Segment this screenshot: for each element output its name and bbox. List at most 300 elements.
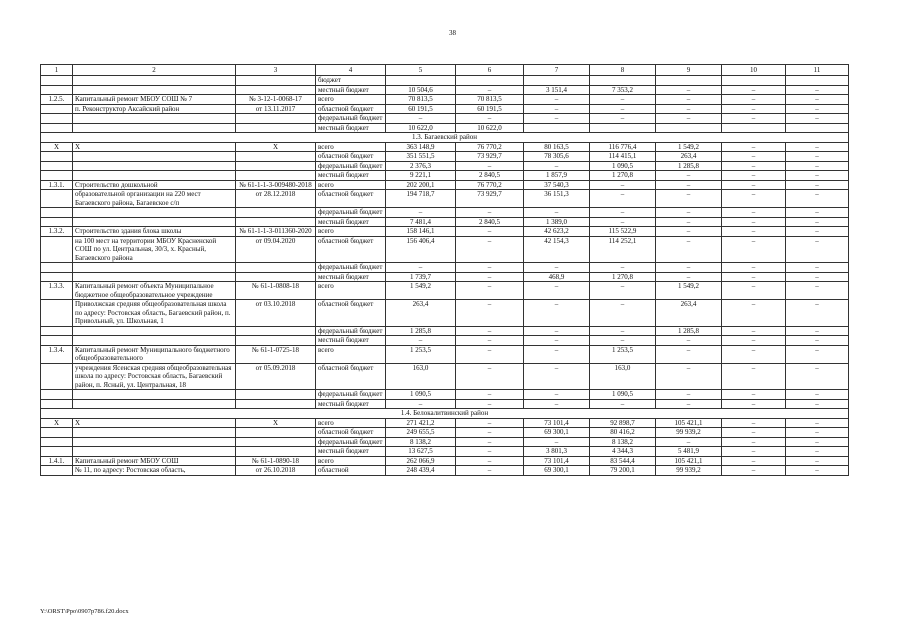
document-cell: № 61-1-0725-18 — [236, 345, 316, 363]
amount-cell: 2 840,5 — [456, 171, 524, 181]
amount-cell: – — [656, 227, 722, 237]
amount-cell: – — [456, 456, 524, 466]
object-name-cell — [73, 437, 236, 447]
amount-cell: – — [524, 390, 590, 400]
funding-source-cell: всего — [316, 282, 386, 300]
table-row — [41, 418, 849, 428]
amount-cell: 351 551,5 — [386, 152, 456, 162]
amount-cell: 1 285,8 — [656, 161, 722, 171]
item-number-cell — [41, 171, 73, 181]
amount-cell: – — [786, 456, 849, 466]
table-row — [41, 152, 849, 162]
document-cell: от 05.09.2018 — [236, 363, 316, 390]
table-body — [41, 65, 849, 476]
amount-cell: – — [722, 456, 786, 466]
section-title: 1.4. Белокалитвинский район — [41, 409, 849, 419]
amount-cell: 194 718,7 — [386, 190, 456, 208]
table-row — [41, 272, 849, 282]
amount-cell: – — [786, 152, 849, 162]
header-cell: 2 — [73, 65, 236, 76]
funding-source-cell: всего — [316, 95, 386, 105]
amount-cell: 69 300,1 — [524, 428, 590, 438]
table-row — [41, 336, 849, 346]
table-row — [41, 123, 849, 133]
amount-cell: 263,4 — [656, 152, 722, 162]
amount-cell: – — [656, 114, 722, 124]
amount-cell: – — [722, 263, 786, 273]
document-cell — [236, 390, 316, 400]
table-row — [41, 227, 849, 237]
document-cell — [236, 326, 316, 336]
amount-cell: 1 549,2 — [386, 282, 456, 300]
amount-cell — [786, 76, 849, 86]
amount-cell: 73 101,4 — [524, 418, 590, 428]
funding-source-cell: областной бюджет — [316, 300, 386, 327]
funding-source-cell: областной бюджет — [316, 236, 386, 263]
amount-cell: 271 421,2 — [386, 418, 456, 428]
document-cell: № 61-1-1-3-009480-2018 — [236, 180, 316, 190]
funding-source-cell: федеральный бюджет — [316, 437, 386, 447]
item-number-cell: X — [41, 418, 73, 428]
amount-cell: 13 627,5 — [386, 447, 456, 457]
document-cell — [236, 263, 316, 273]
amount-cell: – — [386, 208, 456, 218]
header-cell: 9 — [656, 65, 722, 76]
table-row — [41, 180, 849, 190]
document-cell: X — [236, 418, 316, 428]
amount-cell: – — [786, 363, 849, 390]
amount-cell: – — [786, 227, 849, 237]
amount-cell: – — [456, 272, 524, 282]
funding-source-cell: всего — [316, 180, 386, 190]
amount-cell: 1 270,8 — [590, 272, 656, 282]
amount-cell — [456, 76, 524, 86]
amount-cell: – — [456, 447, 524, 457]
amount-cell: 60 191,5 — [386, 104, 456, 114]
amount-cell: 156 406,4 — [386, 236, 456, 263]
document-cell: X — [236, 142, 316, 152]
amount-cell: – — [786, 263, 849, 273]
object-name-cell — [73, 152, 236, 162]
document-cell — [236, 152, 316, 162]
amount-cell: – — [386, 263, 456, 273]
amount-cell: – — [786, 236, 849, 263]
amount-cell: 60 191,5 — [456, 104, 524, 114]
item-number-cell — [41, 363, 73, 390]
table-row — [41, 76, 849, 86]
amount-cell: – — [524, 437, 590, 447]
amount-cell: – — [722, 95, 786, 105]
amount-cell: – — [590, 114, 656, 124]
amount-cell: 3 151,4 — [524, 85, 590, 95]
amount-cell: – — [386, 336, 456, 346]
object-name-cell — [73, 85, 236, 95]
amount-cell: – — [722, 152, 786, 162]
amount-cell: – — [590, 208, 656, 218]
header-cell: 11 — [786, 65, 849, 76]
table-row — [41, 466, 849, 476]
funding-source-cell: областной бюджет — [316, 428, 386, 438]
amount-cell: – — [722, 272, 786, 282]
amount-cell: – — [722, 466, 786, 476]
document-cell — [236, 428, 316, 438]
amount-cell — [722, 76, 786, 86]
amount-cell: – — [722, 326, 786, 336]
amount-cell: – — [656, 180, 722, 190]
object-name-cell — [73, 390, 236, 400]
amount-cell: – — [590, 104, 656, 114]
amount-cell: 80 416,2 — [590, 428, 656, 438]
amount-cell: – — [656, 85, 722, 95]
item-number-cell — [41, 326, 73, 336]
document-cell: от 28.12.2018 — [236, 190, 316, 208]
funding-source-cell: федеральный бюджет — [316, 326, 386, 336]
amount-cell: – — [722, 114, 786, 124]
header-cell: 10 — [722, 65, 786, 76]
amount-cell: 115 522,9 — [590, 227, 656, 237]
amount-cell: 1 285,8 — [656, 326, 722, 336]
item-number-cell — [41, 466, 73, 476]
amount-cell: – — [524, 114, 590, 124]
funding-source-cell: всего — [316, 418, 386, 428]
funding-source-cell: федеральный бюджет — [316, 263, 386, 273]
object-name-cell: учреждения Ясенская средняя общеобразовательная школа по адресу: Ростовская область, Багаевский район, п. Ясный, ул. Центральная, 18 — [73, 363, 236, 390]
amount-cell: – — [656, 336, 722, 346]
amount-cell: 5 481,9 — [656, 447, 722, 457]
amount-cell: – — [786, 104, 849, 114]
amount-cell: 163,0 — [386, 363, 456, 390]
section-title: 1.3. Багаевский район — [41, 133, 849, 143]
amount-cell: – — [524, 399, 590, 409]
document-cell — [236, 437, 316, 447]
amount-cell: – — [590, 336, 656, 346]
funding-source-cell: всего — [316, 345, 386, 363]
amount-cell: – — [786, 85, 849, 95]
amount-cell: 42 623,2 — [524, 227, 590, 237]
amount-cell: 1 389,0 — [524, 217, 590, 227]
amount-cell: 263,4 — [656, 300, 722, 327]
item-number-cell: 1.3.1. — [41, 180, 73, 190]
amount-cell: – — [656, 104, 722, 114]
object-name-cell — [73, 123, 236, 133]
amount-cell — [786, 123, 849, 133]
amount-cell: – — [456, 263, 524, 273]
amount-cell: 7 353,2 — [590, 85, 656, 95]
amount-cell: 105 421,1 — [656, 456, 722, 466]
amount-cell: – — [722, 236, 786, 263]
amount-cell: – — [786, 272, 849, 282]
file-path-footer: Y:\ORST\Ppo\0907p786.f20.docx — [40, 608, 129, 615]
header-cell: 4 — [316, 65, 386, 76]
amount-cell: – — [656, 217, 722, 227]
document-cell: № 61-1-0890-18 — [236, 456, 316, 466]
amount-cell: 8 138,2 — [386, 437, 456, 447]
document-cell — [236, 161, 316, 171]
funding-source-cell: местный бюджет — [316, 336, 386, 346]
document-cell — [236, 114, 316, 124]
document-cell — [236, 123, 316, 133]
amount-cell: 1 253,5 — [386, 345, 456, 363]
amount-cell: – — [456, 399, 524, 409]
amount-cell: – — [722, 180, 786, 190]
amount-cell: – — [786, 282, 849, 300]
amount-cell: – — [456, 85, 524, 95]
amount-cell: – — [590, 326, 656, 336]
amount-cell: – — [456, 437, 524, 447]
header-cell: 7 — [524, 65, 590, 76]
item-number-cell — [41, 336, 73, 346]
amount-cell: – — [524, 363, 590, 390]
table-row — [41, 236, 849, 263]
amount-cell: – — [656, 437, 722, 447]
document-cell — [236, 272, 316, 282]
amount-cell: – — [786, 95, 849, 105]
amount-cell: – — [786, 217, 849, 227]
document-cell: от 13.11.2017 — [236, 104, 316, 114]
funding-source-cell: местный бюджет — [316, 171, 386, 181]
item-number-cell — [41, 390, 73, 400]
amount-cell: – — [722, 190, 786, 208]
object-name-cell — [73, 208, 236, 218]
amount-cell — [386, 76, 456, 86]
header-row — [41, 65, 849, 76]
amount-cell: – — [456, 161, 524, 171]
page-number: 38 — [449, 29, 456, 37]
amount-cell: 4 344,3 — [590, 447, 656, 457]
amount-cell — [590, 123, 656, 133]
amount-cell: – — [786, 399, 849, 409]
amount-cell: 8 138,2 — [590, 437, 656, 447]
amount-cell: 1 739,7 — [386, 272, 456, 282]
table-row — [41, 85, 849, 95]
amount-cell: – — [786, 437, 849, 447]
object-name-cell: № 11, по адресу: Ростовская область, — [73, 466, 236, 476]
object-name-cell: Капитальный ремонт Муниципального бюджетного общеобразовательного — [73, 345, 236, 363]
document-cell — [236, 399, 316, 409]
item-number-cell — [41, 123, 73, 133]
amount-cell: – — [590, 282, 656, 300]
amount-cell: – — [590, 263, 656, 273]
budget-table — [40, 64, 849, 476]
amount-cell: 79 200,1 — [590, 466, 656, 476]
amount-cell: – — [786, 161, 849, 171]
amount-cell: – — [524, 208, 590, 218]
funding-source-cell: областной бюджет — [316, 104, 386, 114]
amount-cell: – — [722, 142, 786, 152]
header-cell: 6 — [456, 65, 524, 76]
object-name-cell: Строительство здания блока школы — [73, 227, 236, 237]
amount-cell: – — [786, 447, 849, 457]
amount-cell: – — [456, 236, 524, 263]
amount-cell: – — [786, 190, 849, 208]
amount-cell: – — [590, 190, 656, 208]
amount-cell: 249 655,5 — [386, 428, 456, 438]
amount-cell: 10 504,6 — [386, 85, 456, 95]
funding-source-cell: федеральный бюджет — [316, 114, 386, 124]
funding-source-cell: местный бюджет — [316, 399, 386, 409]
funding-source-cell: областной бюджет — [316, 363, 386, 390]
amount-cell: – — [722, 227, 786, 237]
amount-cell: 1 549,2 — [656, 142, 722, 152]
amount-cell: 76 770,2 — [456, 142, 524, 152]
table-row — [41, 263, 849, 273]
amount-cell — [656, 123, 722, 133]
table-row — [41, 142, 849, 152]
amount-cell: 363 148,9 — [386, 142, 456, 152]
amount-cell: – — [786, 142, 849, 152]
amount-cell: 248 439,4 — [386, 466, 456, 476]
table-row — [41, 428, 849, 438]
amount-cell: – — [722, 300, 786, 327]
amount-cell: – — [456, 326, 524, 336]
item-number-cell — [41, 272, 73, 282]
document-cell: от 09.04.2020 — [236, 236, 316, 263]
funding-source-cell: федеральный бюджет — [316, 161, 386, 171]
item-number-cell — [41, 208, 73, 218]
amount-cell: 1 090,5 — [590, 161, 656, 171]
amount-cell: – — [386, 399, 456, 409]
amount-cell: – — [786, 428, 849, 438]
item-number-cell — [41, 104, 73, 114]
funding-source-cell: местный бюджет — [316, 85, 386, 95]
document-cell — [236, 217, 316, 227]
amount-cell: 2 376,3 — [386, 161, 456, 171]
object-name-cell: на 100 мест на территории МБОУ Красненской СОШ по ул. Центральная, 30/3, х. Красный, Багаевского района — [73, 236, 236, 263]
object-name-cell — [73, 217, 236, 227]
table-row — [41, 326, 849, 336]
amount-cell: – — [722, 447, 786, 457]
amount-cell: 202 200,1 — [386, 180, 456, 190]
amount-cell: 76 770,2 — [456, 180, 524, 190]
object-name-cell — [73, 336, 236, 346]
table-row — [41, 114, 849, 124]
amount-cell — [722, 123, 786, 133]
amount-cell: 36 151,3 — [524, 190, 590, 208]
table-row — [41, 456, 849, 466]
document-cell: от 26.10.2018 — [236, 466, 316, 476]
amount-cell: – — [656, 190, 722, 208]
amount-cell: 468,9 — [524, 272, 590, 282]
amount-cell: – — [656, 95, 722, 105]
amount-cell: – — [656, 390, 722, 400]
amount-cell: 1 857,9 — [524, 171, 590, 181]
amount-cell: 1 549,2 — [656, 282, 722, 300]
amount-cell: – — [722, 85, 786, 95]
amount-cell: – — [722, 208, 786, 218]
amount-cell: 70 813,5 — [456, 95, 524, 105]
amount-cell: – — [456, 300, 524, 327]
document-cell — [236, 208, 316, 218]
amount-cell: – — [786, 345, 849, 363]
amount-cell: 80 163,5 — [524, 142, 590, 152]
amount-cell: 7 481,4 — [386, 217, 456, 227]
amount-cell: – — [456, 345, 524, 363]
item-number-cell — [41, 428, 73, 438]
table-row — [41, 300, 849, 327]
amount-cell: 105 421,1 — [656, 418, 722, 428]
object-name-cell: Капитальный ремонт объекта Муниципальное бюджетное общеобразовательное учреждение — [73, 282, 236, 300]
funding-source-cell: всего — [316, 142, 386, 152]
amount-cell: 78 305,6 — [524, 152, 590, 162]
amount-cell: 262 066,9 — [386, 456, 456, 466]
document-cell — [236, 336, 316, 346]
amount-cell: – — [722, 104, 786, 114]
amount-cell: 83 544,4 — [590, 456, 656, 466]
amount-cell: – — [590, 95, 656, 105]
amount-cell: – — [456, 227, 524, 237]
amount-cell: – — [786, 300, 849, 327]
amount-cell: – — [786, 336, 849, 346]
object-name-cell: Строительство дошкольной — [73, 180, 236, 190]
amount-cell: – — [722, 336, 786, 346]
amount-cell: 114 252,1 — [590, 236, 656, 263]
item-number-cell — [41, 161, 73, 171]
table-row — [41, 190, 849, 208]
amount-cell: – — [456, 466, 524, 476]
amount-cell: – — [786, 171, 849, 181]
amount-cell: – — [524, 300, 590, 327]
table-row — [41, 95, 849, 105]
item-number-cell: 1.4.1. — [41, 456, 73, 466]
document-cell — [236, 171, 316, 181]
amount-cell: – — [590, 180, 656, 190]
amount-cell: 158 146,1 — [386, 227, 456, 237]
amount-cell: – — [524, 161, 590, 171]
document-cell: № 3-12-1-0068-17 — [236, 95, 316, 105]
item-number-cell: 1.2.5. — [41, 95, 73, 105]
amount-cell: 9 221,1 — [386, 171, 456, 181]
amount-cell: 1 253,5 — [590, 345, 656, 363]
object-name-cell — [73, 171, 236, 181]
amount-cell: 10 622,0 — [456, 123, 524, 133]
object-name-cell — [73, 326, 236, 336]
header-cell: 1 — [41, 65, 73, 76]
item-number-cell — [41, 76, 73, 86]
amount-cell: – — [590, 399, 656, 409]
amount-cell: – — [524, 345, 590, 363]
amount-cell: – — [456, 363, 524, 390]
table-row — [41, 447, 849, 457]
amount-cell: – — [722, 437, 786, 447]
object-name-cell — [73, 428, 236, 438]
amount-cell: – — [656, 236, 722, 263]
table-row — [41, 390, 849, 400]
table-row — [41, 208, 849, 218]
item-number-cell: 1.3.4. — [41, 345, 73, 363]
section-row — [41, 133, 849, 143]
amount-cell: – — [386, 114, 456, 124]
document-cell: № 61-1-0808-18 — [236, 282, 316, 300]
object-name-cell: образовательной организации на 220 мест Багаевского района, Багаевское с/п — [73, 190, 236, 208]
object-name-cell: Капитальный ремонт МБОУ СОШ — [73, 456, 236, 466]
section-row — [41, 409, 849, 419]
amount-cell: 92 898,7 — [590, 418, 656, 428]
amount-cell: – — [524, 326, 590, 336]
amount-cell: 116 776,4 — [590, 142, 656, 152]
table-row — [41, 437, 849, 447]
amount-cell: – — [722, 390, 786, 400]
amount-cell: – — [524, 95, 590, 105]
funding-source-cell: всего — [316, 456, 386, 466]
item-number-cell — [41, 263, 73, 273]
amount-cell: – — [722, 428, 786, 438]
amount-cell — [524, 76, 590, 86]
item-number-cell — [41, 447, 73, 457]
amount-cell: 99 939,2 — [656, 466, 722, 476]
document-cell: № 61-1-1-3-011360-2020 — [236, 227, 316, 237]
amount-cell: – — [656, 399, 722, 409]
amount-cell: – — [656, 171, 722, 181]
